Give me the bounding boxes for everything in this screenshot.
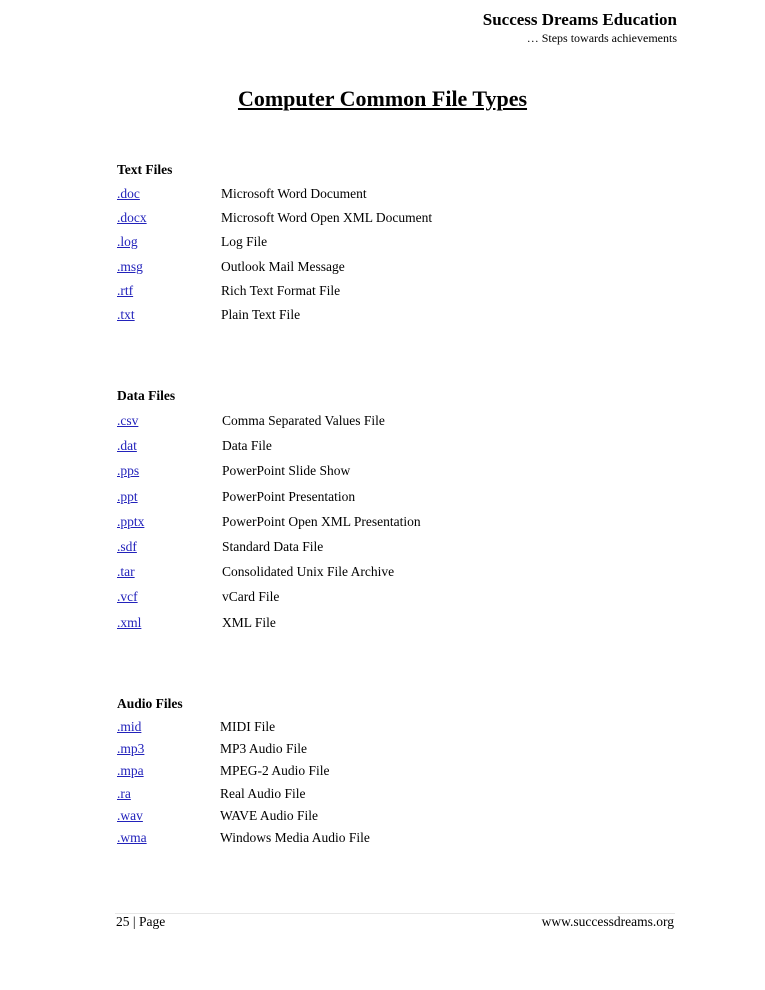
extension-description: Plain Text File — [221, 306, 301, 322]
extension-description: Standard Data File — [222, 538, 324, 554]
extension-link[interactable]: .wma — [117, 829, 147, 845]
list-item — [117, 484, 421, 509]
list-item — [117, 255, 432, 279]
extension-description: PowerPoint Slide Show — [222, 463, 351, 479]
extension-description: Data File — [222, 438, 272, 454]
list-item — [117, 182, 432, 206]
page-title: Computer Common File Types — [237, 86, 528, 111]
list-item — [117, 760, 370, 782]
list-item — [117, 230, 432, 254]
extension-link[interactable]: .pps — [117, 463, 140, 479]
extension-link[interactable]: .sdf — [117, 538, 137, 554]
section-heading: Audio Files — [117, 696, 183, 711]
extension-link[interactable]: .mp3 — [117, 741, 145, 757]
extension-description: PowerPoint Presentation — [222, 488, 356, 504]
list-item — [117, 559, 421, 584]
list-item — [117, 206, 432, 230]
extension-link[interactable]: .rtf — [117, 282, 134, 298]
list-item — [117, 279, 432, 303]
extension-link[interactable]: .xml — [117, 614, 142, 630]
section-heading: Data Files — [117, 388, 176, 403]
list-item — [117, 408, 421, 433]
list-item — [117, 610, 421, 635]
list-item — [117, 584, 421, 609]
extension-description: Microsoft Word Open XML Document — [221, 210, 433, 226]
section-text-files — [117, 158, 432, 327]
extension-description: Comma Separated Values File — [222, 413, 385, 428]
section-audio-files — [117, 692, 370, 849]
extension-link[interactable]: .log — [117, 234, 138, 250]
extension-description: Rich Text Format File — [221, 282, 341, 298]
extension-link[interactable]: .wav — [117, 807, 143, 823]
extension-link[interactable]: .docx — [117, 210, 147, 226]
list-item — [117, 805, 370, 827]
extension-link[interactable]: .ppt — [117, 488, 138, 504]
website-url: www.successdreams.org — [541, 914, 674, 929]
list-item — [117, 783, 370, 805]
list-item — [117, 433, 421, 458]
list-item — [117, 534, 421, 559]
list-item — [117, 458, 421, 483]
extension-link[interactable]: .txt — [117, 306, 135, 322]
extension-description: Windows Media Audio File — [220, 829, 370, 845]
extension-link[interactable]: .dat — [117, 438, 137, 454]
extension-description: PowerPoint Open XML Presentation — [222, 513, 421, 529]
page-number: 25 | Page — [116, 914, 166, 929]
list-item — [117, 509, 421, 534]
extension-description: Microsoft Word Document — [221, 186, 367, 201]
list-item — [117, 738, 370, 760]
extension-link[interactable]: .mpa — [117, 763, 144, 779]
section-heading: Text Files — [117, 162, 173, 177]
extension-link[interactable]: .mid — [117, 719, 142, 734]
extension-link[interactable]: .vcf — [117, 589, 138, 605]
list-item — [117, 303, 432, 327]
list-item — [117, 716, 370, 738]
extension-description: XML File — [222, 614, 276, 630]
section-data-files — [117, 384, 421, 635]
extension-description: Log File — [221, 234, 268, 250]
extension-description: WAVE Audio File — [220, 807, 319, 823]
extension-link[interactable]: .ra — [117, 785, 131, 801]
extension-description: vCard File — [222, 589, 280, 605]
extension-link[interactable]: .tar — [117, 564, 135, 580]
page-header — [483, 10, 677, 46]
brand-tagline: … Steps towards achievements — [526, 31, 677, 45]
extension-description: MPEG-2 Audio File — [220, 763, 330, 779]
extension-link[interactable]: .csv — [117, 413, 139, 428]
list-item — [117, 827, 370, 849]
extension-description: MP3 Audio File — [220, 741, 308, 757]
extension-link[interactable]: .msg — [117, 258, 143, 274]
extension-description: Outlook Mail Message — [221, 258, 345, 274]
extension-link[interactable]: .doc — [117, 186, 140, 201]
extension-description: MIDI File — [220, 719, 276, 734]
extension-description: Consolidated Unix File Archive — [222, 564, 395, 580]
extension-link[interactable]: .pptx — [117, 513, 145, 529]
extension-description: Real Audio File — [220, 785, 306, 801]
brand-name: Success Dreams Education — [482, 10, 677, 29]
